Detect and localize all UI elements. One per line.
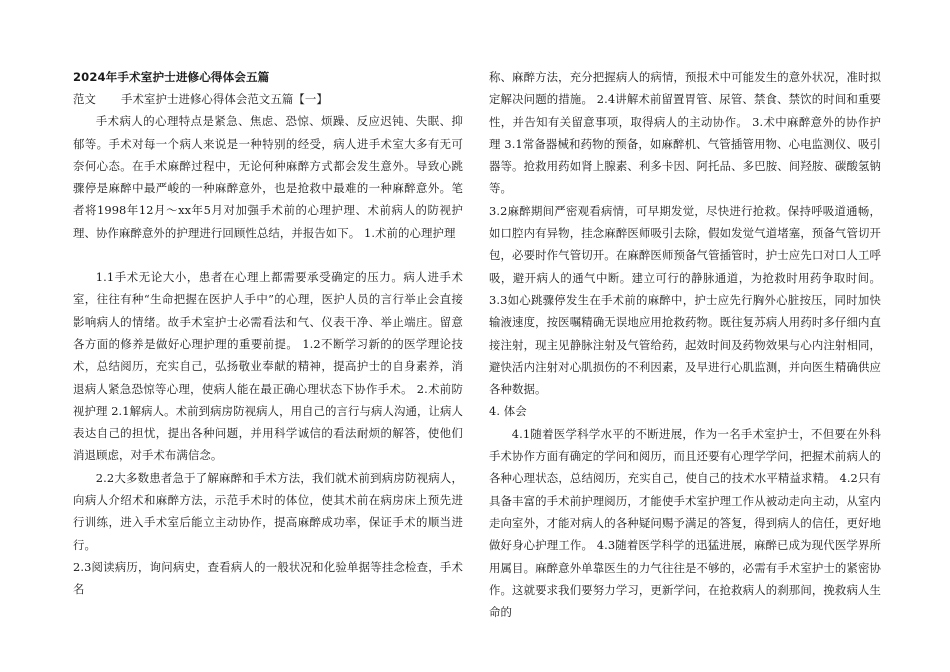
category-label: 范文 xyxy=(73,92,96,106)
right-column xyxy=(489,66,881,623)
section-heading: 4. 体会 xyxy=(489,404,527,419)
paragraph: 3.2麻醉期间严密观看病情，可早期发觉，尽快进行抢救。保持呼吸道通畅，如口腔内有异物，挂念麻醉医师吸引去除，假如发觉气道堵塞，预备气管切开包，必要时作气管切开。在麻醉医师预备气管插管时，护士应先口对口人工呼吸，避开病人的通气中断。建立可行的静脉通道，为抢救时用药争取时间。 3.3如心跳骤停发生在手术前的麻醉中，护士应先行胸外心脏按压，同时加快输液速度，按医嘱精确无误地应用抢救药物。既往复苏病人用药时多仔细内直接注射，现主见静脉注射及气管给药，起效时间及药物效果与心内注射相同，避快活内注射对心肌损伤的不利因素，及早进行心肌监测，并向医生精确供应各种数据。 xyxy=(489,203,881,397)
document-meta xyxy=(73,88,463,110)
paragraph: 1.1手术无论大小，患者在心理上都需要承受确定的压力。病人进手术室，往往有种“生命把握在医护人手中”的心理，医护人员的言行举止会直接影响病人的情绪。故手术室护士必需看法和气、仪表干净、举止端庄。留意各方面的修养是做好心理护理的重要前提。 1.2不断学习新的的医学理论技术，总结阅历，充实自己，弘扬敬业奉献的精神，提高护士的自身素养，消退病人紧急恐惊等心理，使病人能在最正确心理状态下协作手术。 2.术前防视护理 2.1解病人。术前到病房防视病人，用自己的言行与病人沟通，让病人表达自己的担忧，提出各种问题，并用科学诚信的看法耐烦的解答，使他们消退顾虑，对手术布满信念。 xyxy=(73,270,463,463)
section-subtitle: 手术室护士进修心得体会范文五篇【一】 xyxy=(121,92,328,106)
paragraph: 4.1随着医学科学水平的不断进展，作为一名手术室护士，不但要在外科手术协作方面有确定的学问和阅历，而且还要有心理学学问，把握术前病人的各种心理状态，总结阅历，充实自己，使自己的技术水平精益求精。 4.2只有具备丰富的手术前护理阅历，才能使手术室护理工作从被动走向主动，从室内走向室外，才能对病人的各种疑问赐予满足的答复，得到病人的信任，更好地做好身心护理工作。 4.3随着医学科学的迅猛进展，麻醉已成为现代医学界所用属目。麻醉意外单靠医生的力气往往是不够的，必需有手术室护士的紧密协作。这就要求我们要努力学习，更新学问，在抢救病人的刹那间，挽救病人生命的 xyxy=(489,426,881,620)
left-column xyxy=(73,66,463,601)
paragraph: 手术病人的心理特点是紧急、焦虑、恐惊、烦躁、反应迟钝、失眠、抑郁等。手术对每一个病人来说是一种特别的经受，病人进手术室大多有无可奈何心态。在手术麻醉过程中，无论何种麻醉方式都会发生意外。导致心跳骤停是麻醉中最严峻的一种麻醉意外，也是抢救中最难的一种麻醉意外。笔者将1998年12月～xx年5月对加强手术前的心理护理、术前病人的防视护理、协作麻醉意外的护理进行回顾性总结，并报告如下。 1.术前的心理护理 xyxy=(73,114,463,240)
paragraph: 2.3阅读病历，询问病史，查看病人的一般状况和化验单据等挂念检查，手术名 xyxy=(73,559,463,597)
paragraph-gap xyxy=(73,244,463,266)
paragraph: 称、麻醉方法，充分把握病人的病情，预报术中可能发生的意外状况，准时拟定解决问题的措施。 2.4讲解术前留置胃管、尿管、禁食、禁饮的时间和重要性，并告知有关留意事项，取得病人的主动协作。 3.术中麻醉意外的协作护理 3.1常备器械和药物的预备，如麻醉机、气管插管用物、心电监测仪、吸引器等。抢救用药如肾上腺素、利多卡因、阿托品、多巴胺、间羟胺、碳酸氢钠等。 xyxy=(489,70,881,196)
paragraph: 2.2大多数患者急于了解麻醉和手术方法，我们就术前到病房防视病人，向病人介绍术和麻醉方法，示范手术时的体位，使其术前在病房床上预先进行训练，进入手术室后能立主动协作，提高麻醉成功率，保证手术的顺当进行。 xyxy=(73,470,463,552)
document-title: 2024年手术室护士进修心得体会五篇 xyxy=(73,70,270,84)
